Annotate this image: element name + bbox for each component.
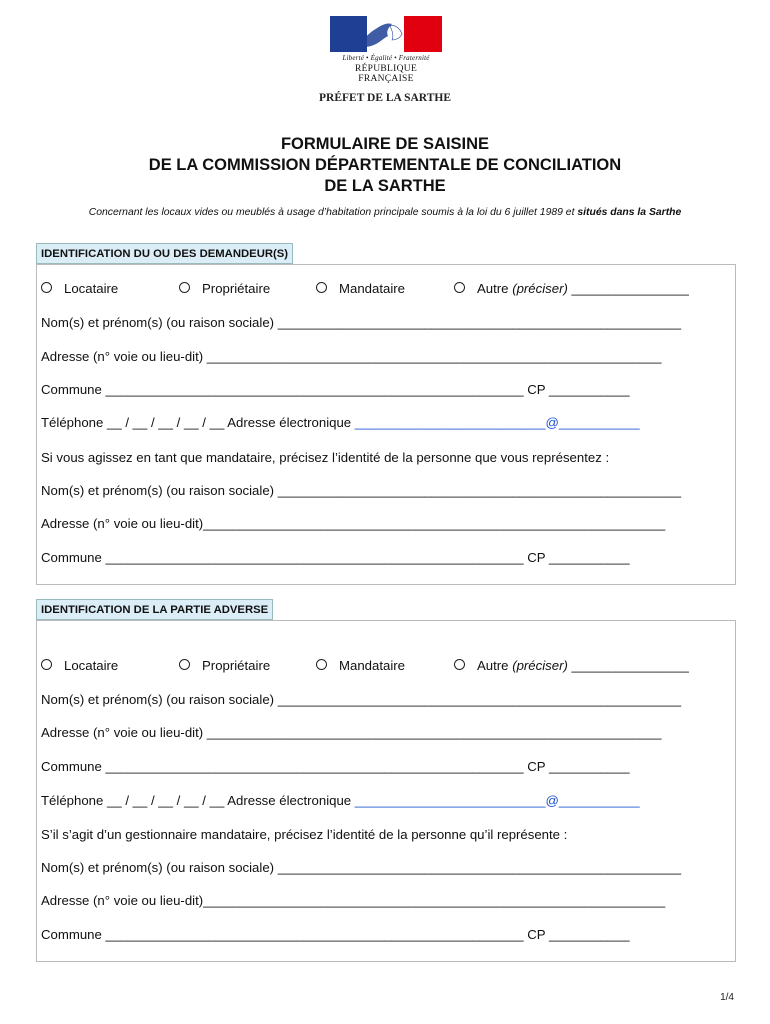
- page-number: 1/4: [720, 992, 734, 1003]
- radio-icon: [41, 282, 52, 293]
- gestionnaire-nom-field[interactable]: Nom(s) et prénom(s) (ou raison sociale) _______________________________________________________: [41, 860, 682, 875]
- mandataire-note: Si vous agissez en tant que mandataire, précisez l’identité de la personne que vous représentez :: [41, 450, 610, 465]
- radio-icon: [316, 659, 327, 670]
- radio-proprietaire-adverse[interactable]: [179, 658, 270, 673]
- adverse-telephone-field[interactable]: Téléphone __ / __ / __ / __ / __ Adresse électronique: [41, 793, 355, 808]
- gestionnaire-adresse-field[interactable]: Adresse (n° voie ou lieu-dit)_______________________________________________________________: [41, 893, 666, 908]
- autre-field[interactable]: ________________: [567, 281, 689, 296]
- option-hint: (préciser): [512, 658, 568, 673]
- email-field[interactable]: __________________________@___________: [354, 415, 640, 430]
- option-label: Autre: [477, 281, 513, 296]
- option-label: Mandataire: [339, 281, 405, 296]
- represente-nom-field[interactable]: Nom(s) et prénom(s) (ou raison sociale) _______________________________________________________: [41, 483, 682, 498]
- nom-field[interactable]: Nom(s) et prénom(s) (ou raison sociale) _______________________________________________________: [41, 315, 682, 330]
- adverse-email-field[interactable]: __________________________@___________: [354, 793, 640, 808]
- radio-mandataire-adverse[interactable]: [316, 658, 405, 673]
- subtitle-bold: situés dans la Sarthe: [577, 207, 682, 218]
- radio-icon: [454, 659, 465, 670]
- radio-icon: [179, 282, 190, 293]
- republique-francaise-logo: [330, 16, 442, 84]
- prefet-heading: PRÉFET DE LA SARTHE: [319, 92, 451, 104]
- republic-name: RÉPUBLIQUE FRANÇAISE: [354, 64, 418, 84]
- option-label: Autre: [477, 658, 513, 673]
- radio-icon: [179, 659, 190, 670]
- option-label: Propriétaire: [202, 658, 271, 673]
- adverse-commune-cp-field[interactable]: Commune _________________________________________________________ CP ___________: [41, 759, 630, 774]
- autre-field[interactable]: ________________: [567, 658, 689, 673]
- title-line-1: FORMULAIRE DE SAISINE: [280, 135, 490, 153]
- radio-locataire[interactable]: [41, 281, 118, 296]
- radio-autre[interactable]: [454, 281, 689, 296]
- radio-locataire-adverse[interactable]: [41, 658, 118, 673]
- subtitle-text: Concernant les locaux vides ou meublés à usage d’habitation principale soumis à la loi du 6 juillet 1989 et: [88, 207, 578, 218]
- form-title: [0, 134, 770, 197]
- radio-icon: [454, 282, 465, 293]
- adverse-adresse-field[interactable]: Adresse (n° voie ou lieu-dit) ______________________________________________________________: [41, 725, 662, 740]
- telephone-email-row[interactable]: [41, 414, 640, 432]
- option-label: Locataire: [64, 658, 119, 673]
- telephone-field[interactable]: Téléphone __ / __ / __ / __ / __ Adresse électronique: [41, 415, 355, 430]
- option-hint: (préciser): [512, 281, 568, 296]
- section-adverse-label: IDENTIFICATION DE LA PARTIE ADVERSE: [36, 599, 273, 620]
- motto: Liberté • Égalité • Fraternité: [342, 54, 430, 62]
- adverse-nom-field[interactable]: Nom(s) et prénom(s) (ou raison sociale) _______________________________________________________: [41, 692, 682, 707]
- option-label: Propriétaire: [202, 281, 271, 296]
- radio-icon: [41, 659, 52, 670]
- represente-adresse-field[interactable]: Adresse (n° voie ou lieu-dit)_______________________________________________________________: [41, 516, 666, 531]
- radio-autre-adverse[interactable]: [454, 658, 689, 673]
- adresse-field[interactable]: Adresse (n° voie ou lieu-dit) ______________________________________________________________: [41, 349, 662, 364]
- section-demandeur-label: IDENTIFICATION DU OU DES DEMANDEUR(S): [36, 243, 293, 264]
- radio-icon: [316, 282, 327, 293]
- form-subtitle: [0, 207, 770, 218]
- gestionnaire-note: S’il s’agit d’un gestionnaire mandataire, précisez l’identité de la personne qu’il représente :: [41, 827, 568, 842]
- commune-cp-field[interactable]: Commune _________________________________________________________ CP ___________: [41, 382, 630, 397]
- represente-commune-field[interactable]: Commune _________________________________________________________ CP ___________: [41, 550, 630, 565]
- adverse-telephone-email-row[interactable]: [41, 792, 640, 810]
- gestionnaire-commune-field[interactable]: Commune _________________________________________________________ CP ___________: [41, 927, 630, 942]
- title-line-2: DE LA COMMISSION DÉPARTEMENTALE DE CONCILIATION: [148, 156, 622, 174]
- marianne-flag-icon: [330, 16, 442, 52]
- radio-mandataire[interactable]: [316, 281, 405, 296]
- option-label: Locataire: [64, 281, 119, 296]
- radio-proprietaire[interactable]: [179, 281, 270, 296]
- title-line-3: DE LA SARTHE: [324, 177, 446, 195]
- option-label: Mandataire: [339, 658, 405, 673]
